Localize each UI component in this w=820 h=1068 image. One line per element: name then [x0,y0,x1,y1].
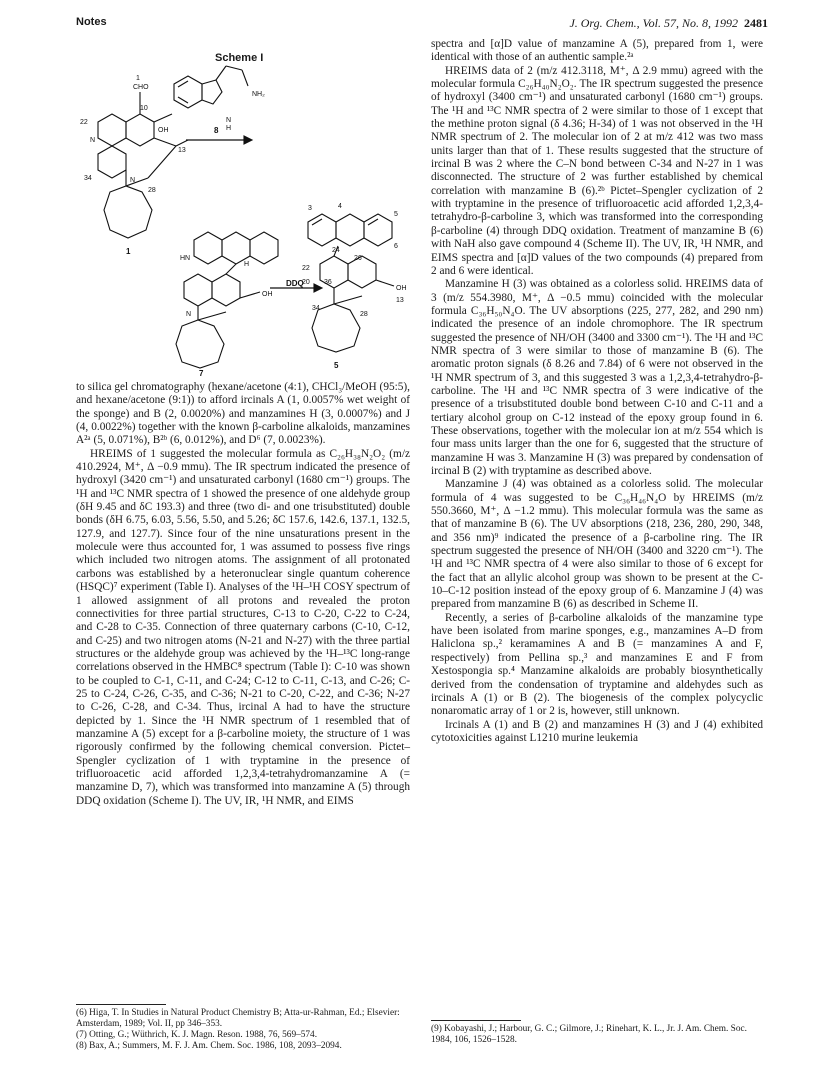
paragraph: Manzamine J (4) was obtained as a colorless solid. The molecular formula of 4 was suggested to be C₃₆H₄₆N₄O by HREIMS (m/z 550.3660, M⁺, Δ −1.2 mmu). This molecular formula was the same as that of manzamine B (6). The UV absorptions (218, 236, 280, 290, 348, and 356 nm)⁹ indicated the presence of a β-carboline ring. The IR spectrum suggested the presence of NH/OH (3400 and 3220 cm⁻¹). The ¹H and ¹³C NMR spectra of 4 were also similar to those of 6 except for the fact that an allylic alcohol group was shown to be present at the C-10–C-12 position instead of the epoxy group of 6. Manzamine J (4) was prepared from manzamine B (6) as described in Scheme II. [431,478,763,611]
atom-label: N [130,177,136,184]
compound-number: 8 [214,126,219,135]
atom-label: 28 [360,311,368,318]
footnote: (7) Otting, G.; Wüthrich, K. J. Magn. Reson. 1988, 76, 569–574. [76,1030,318,1040]
paragraph: Ircinals A (1) and B (2) and manzamines H (3) and J (4) exhibited cytotoxicities against L1210 murine leukemia [431,718,763,744]
atom-label: CHO [133,84,149,91]
ircinal-a-structure [98,92,188,238]
scheme-title: Scheme I [215,52,264,64]
reagent-label: DDQ [286,279,304,288]
section-heading: Notes [76,16,107,28]
footnotes-left [76,1008,410,1052]
atom-label: H [226,125,232,132]
atom-label: NH₂ [252,91,265,98]
paragraph: Recently, a series of β-carboline alkaloids of the manzamine type have been isolated from marine sponges, e.g., manzamines A–D from Haliclona sp.,² keramamines A and B (= manzamines A and F, respectively) from Pellina sp.,³ and manzamines E and F from Xestospongia sp.⁴ Manzamine alkaloids are probably biosynthetically derived from the condensation of tryptamine and aldehydes such as ircinals A (1) or B (2). The biogenesis of the complex polycyclic nonaromatic array of 1 or 2 is, however, still unknown. [431,611,763,718]
atom-label: 24 [332,247,340,254]
footnote: (9) Kobayashi, J.; Harbour, G. C.; Gilmore, J.; Rinehart, K. L., Jr. J. Am. Chem. Soc. 1984, 106, 1526–1528. [431,1024,747,1045]
atom-label: 22 [302,265,310,272]
paragraph: to silica gel chromatography (hexane/acetone (4:1), CHCl₃/MeOH (95:5), and hexane/acetone (9:1)) to afford ircinals A (1, 0.0057% wet weight of the sponge) and B (2, 0.0020%) and manzamines H (3, 0.0007%) and J (4, 0.0022%) together with the known β-carboline alkaloids, manzamines A²ᵃ (5, 0.071%), B²ᵇ (6, 0.012%), and D⁶ (7, 0.0023%). [76,381,410,447]
atom-label: 34 [84,175,92,182]
paragraph: Manzamine H (3) was obtained as a colorless solid. HREIMS data of 3 (m/z 554.3980, M⁺, Δ −0.5 mmu) coincided with the molecular formula C₃₆H₅₀N₄O. The UV absorptions (225, 277, 282, and 290 nm) indicated the presence of an indole chromophore. The IR spectrum suggested the presence of NH/OH (3400 and 3300 cm⁻¹). The ¹H and ¹³C NMR spectra of 3 were similar to those of manzamine B (6). The aromatic proton signals (δ 8.26 and 7.84) of 6 were not observed in the ¹H NMR spectrum of 3, and this suggested 3 was a 1,2,3,4-tetrahydro-β-carboline. The ¹H and ¹³C NMR spectra of 3 were indicative of the presence of a trisubstituted double bond between C-10 and C-11 and a tertiary alcohol group on C-12 instead of the epoxy group found in 6. These observations, together with the molecular ion at m/z 554 which is four mass units larger than the one for 6, suggested that the structure of manzamine H was 3. Manzamine H (3) was prepared by condensation of ircinal B (2) with tryptamine as described above. [431,278,763,477]
running-header [569,16,768,31]
atom-label: 13 [396,297,404,304]
atom-label: HN [180,255,191,262]
atom-label: H [244,261,250,268]
atom-label: N [90,137,96,144]
right-column-text [431,38,763,745]
atom-label: 36 [324,279,332,286]
manzamine-a-structure [308,214,394,352]
atom-label: 26 [354,255,362,262]
atom-label: 6 [394,243,398,250]
journal-citation: J. Org. Chem., Vol. 57, No. 8, 1992 [569,16,738,30]
left-column-text [76,381,410,808]
atom-label: 1 [136,75,140,82]
atom-label: N [226,117,232,124]
atom-label: 28 [148,187,156,194]
atom-label: 20 [302,279,310,286]
compound-number: 7 [199,369,204,377]
atom-label: OH [396,285,407,292]
footnote-rule [431,1020,521,1021]
paragraph: spectra and [α]D value of manzamine A (5), prepared from 1, were identical with those of an authentic sample.²ᵃ [431,38,763,64]
atom-label: 3 [308,205,312,212]
paragraph: HREIMS of 1 suggested the molecular formula as C₂₆H₃₈N₂O₂ (m/z 410.2924, M⁺, Δ −0.9 mmu). The IR spectrum indicated the presence of hydroxyl (3420 cm⁻¹) and unsaturated carbonyl (1680 cm⁻¹) groups. The ¹H and ¹³C NMR spectra of 1 showed the presence of one aldehyde group (δH 9.45 and δC 193.3) and three (two di- and one trisubstituted) double bonds (δH 6.75, 6.03, 5.56, 5.50, and 5.26; δC 157.6, 142.6, 137.1, 132.5, 127.9, and 127.7). Since four of the nine unsaturations present in the molecule were thus accounted for, 1 was assumed to possess five rings which included two nitrogen atoms. The assignment of all protonated carbons was established by a heteronuclear single quantum coherence (HSQC)⁷ experiment (Table I). Analyses of the ¹H–¹H COSY spectrum of 1 allowed assignment of all protons and revealed the proton connectivities for three partial structures, C-13 to C-20, C-22 to C-24, and C-28 to C-35. Connection of three quaternary carbons (C-10, C-12, and C-25) and two nitrogen atoms (N-21 and N-27) with the three partial structures or the aldehyde group was achieved by the ¹H–¹³C long-range correlations observed in the HMBC⁸ spectrum (Table I): C-10 was shown to be coupled to C-1, C-11, and C-24; C-12 to C-11, C-13, and C-26; C-25 to C-24, C-26, C-35, and C-36; N-21 to C-20, C-22, and C-36; N-27 to C-26, C-28, and C-34. Thus, ircinal A had to have the structure depicted by 1. Since the ¹H NMR spectrum of 1 resembled that of manzamine A (5) except for a β-carboline moiety, the structure of 1 was rigorously confirmed by the following chemical conversion. Pictet–Spengler cyclization of 1 with tryptamine in the presence of trifluoroacetic acid afforded 1,2,3,4-tetrahydromanzamine A (= manzamine D, 7), which was transformed into manzamine A (5) through DDQ oxidation (Scheme I). The UV, IR, ¹H NMR, and EIMS [76,447,410,807]
atom-label: 34 [312,305,320,312]
atom-label: 5 [394,211,398,218]
atom-label: 13 [178,147,186,154]
atom-label: OH [262,291,273,298]
footnote-rule [76,1004,166,1005]
footnotes-right [431,1024,763,1046]
manzamine-d-structure [176,232,278,368]
footnote: (8) Bax, A.; Summers, M. F. J. Am. Chem. Soc. 1986, 108, 2093–2094. [76,1041,342,1051]
atom-label: 4 [338,203,342,210]
footnote: (6) Higa, T. In Studies in Natural Product Chemistry B; Atta-ur-Rahman, Ed.; Elsevier: Amsterdam, 1989; Vol. II, pp 346–353. [76,1008,400,1029]
compound-number: 5 [334,361,339,370]
scheme-figure [76,62,416,377]
page-number: 2481 [744,16,768,30]
atom-label: 22 [80,119,88,126]
atom-label: OH [158,127,169,134]
atom-label: N [186,311,192,318]
compound-number: 1 [126,247,131,256]
paragraph: HREIMS data of 2 (m/z 412.3118, M⁺, Δ 2.9 mmu) agreed with the molecular formula C₂₆H₄₀N₂O₂. The IR spectrum suggested the presence of hydroxyl (3400 cm⁻¹) and unsaturated carbonyl (1680 cm⁻¹) groups. The ¹H and ¹³C NMR spectra of 2 were similar to those of 1 except that the methine proton signal (δ 4.36; H-34) of 1 was not observed in the ¹H NMR spectrum of 2. The molecular ion of 2 at m/z 412 was two mass units larger than that of 1. These results suggested that the structure of ircinal B was 2 where the C–N bond between C-34 and N-27 in 1 was disconnected. The structure of 2 was further established by chemical correlation with manzamine B (6).²ᵇ Pictet–Spengler cyclization of 2 with tryptamine in the presence of trifluoroacetic acid afforded 1,2,3,4-tetrahydro-β-carboline 3, which was transformed into the corresponding β-carboline (4) through DDQ oxidation. Treatment of manzamine B (6) with NaH also gave compound 4 (Scheme II). The UV, IR, ¹H NMR, and EIMS spectra and [α]D values of the two compounds (4) prepared from 2 and 6 were identical. [431,64,763,277]
tryptamine-structure [174,66,248,108]
atom-label: 10 [140,105,148,112]
